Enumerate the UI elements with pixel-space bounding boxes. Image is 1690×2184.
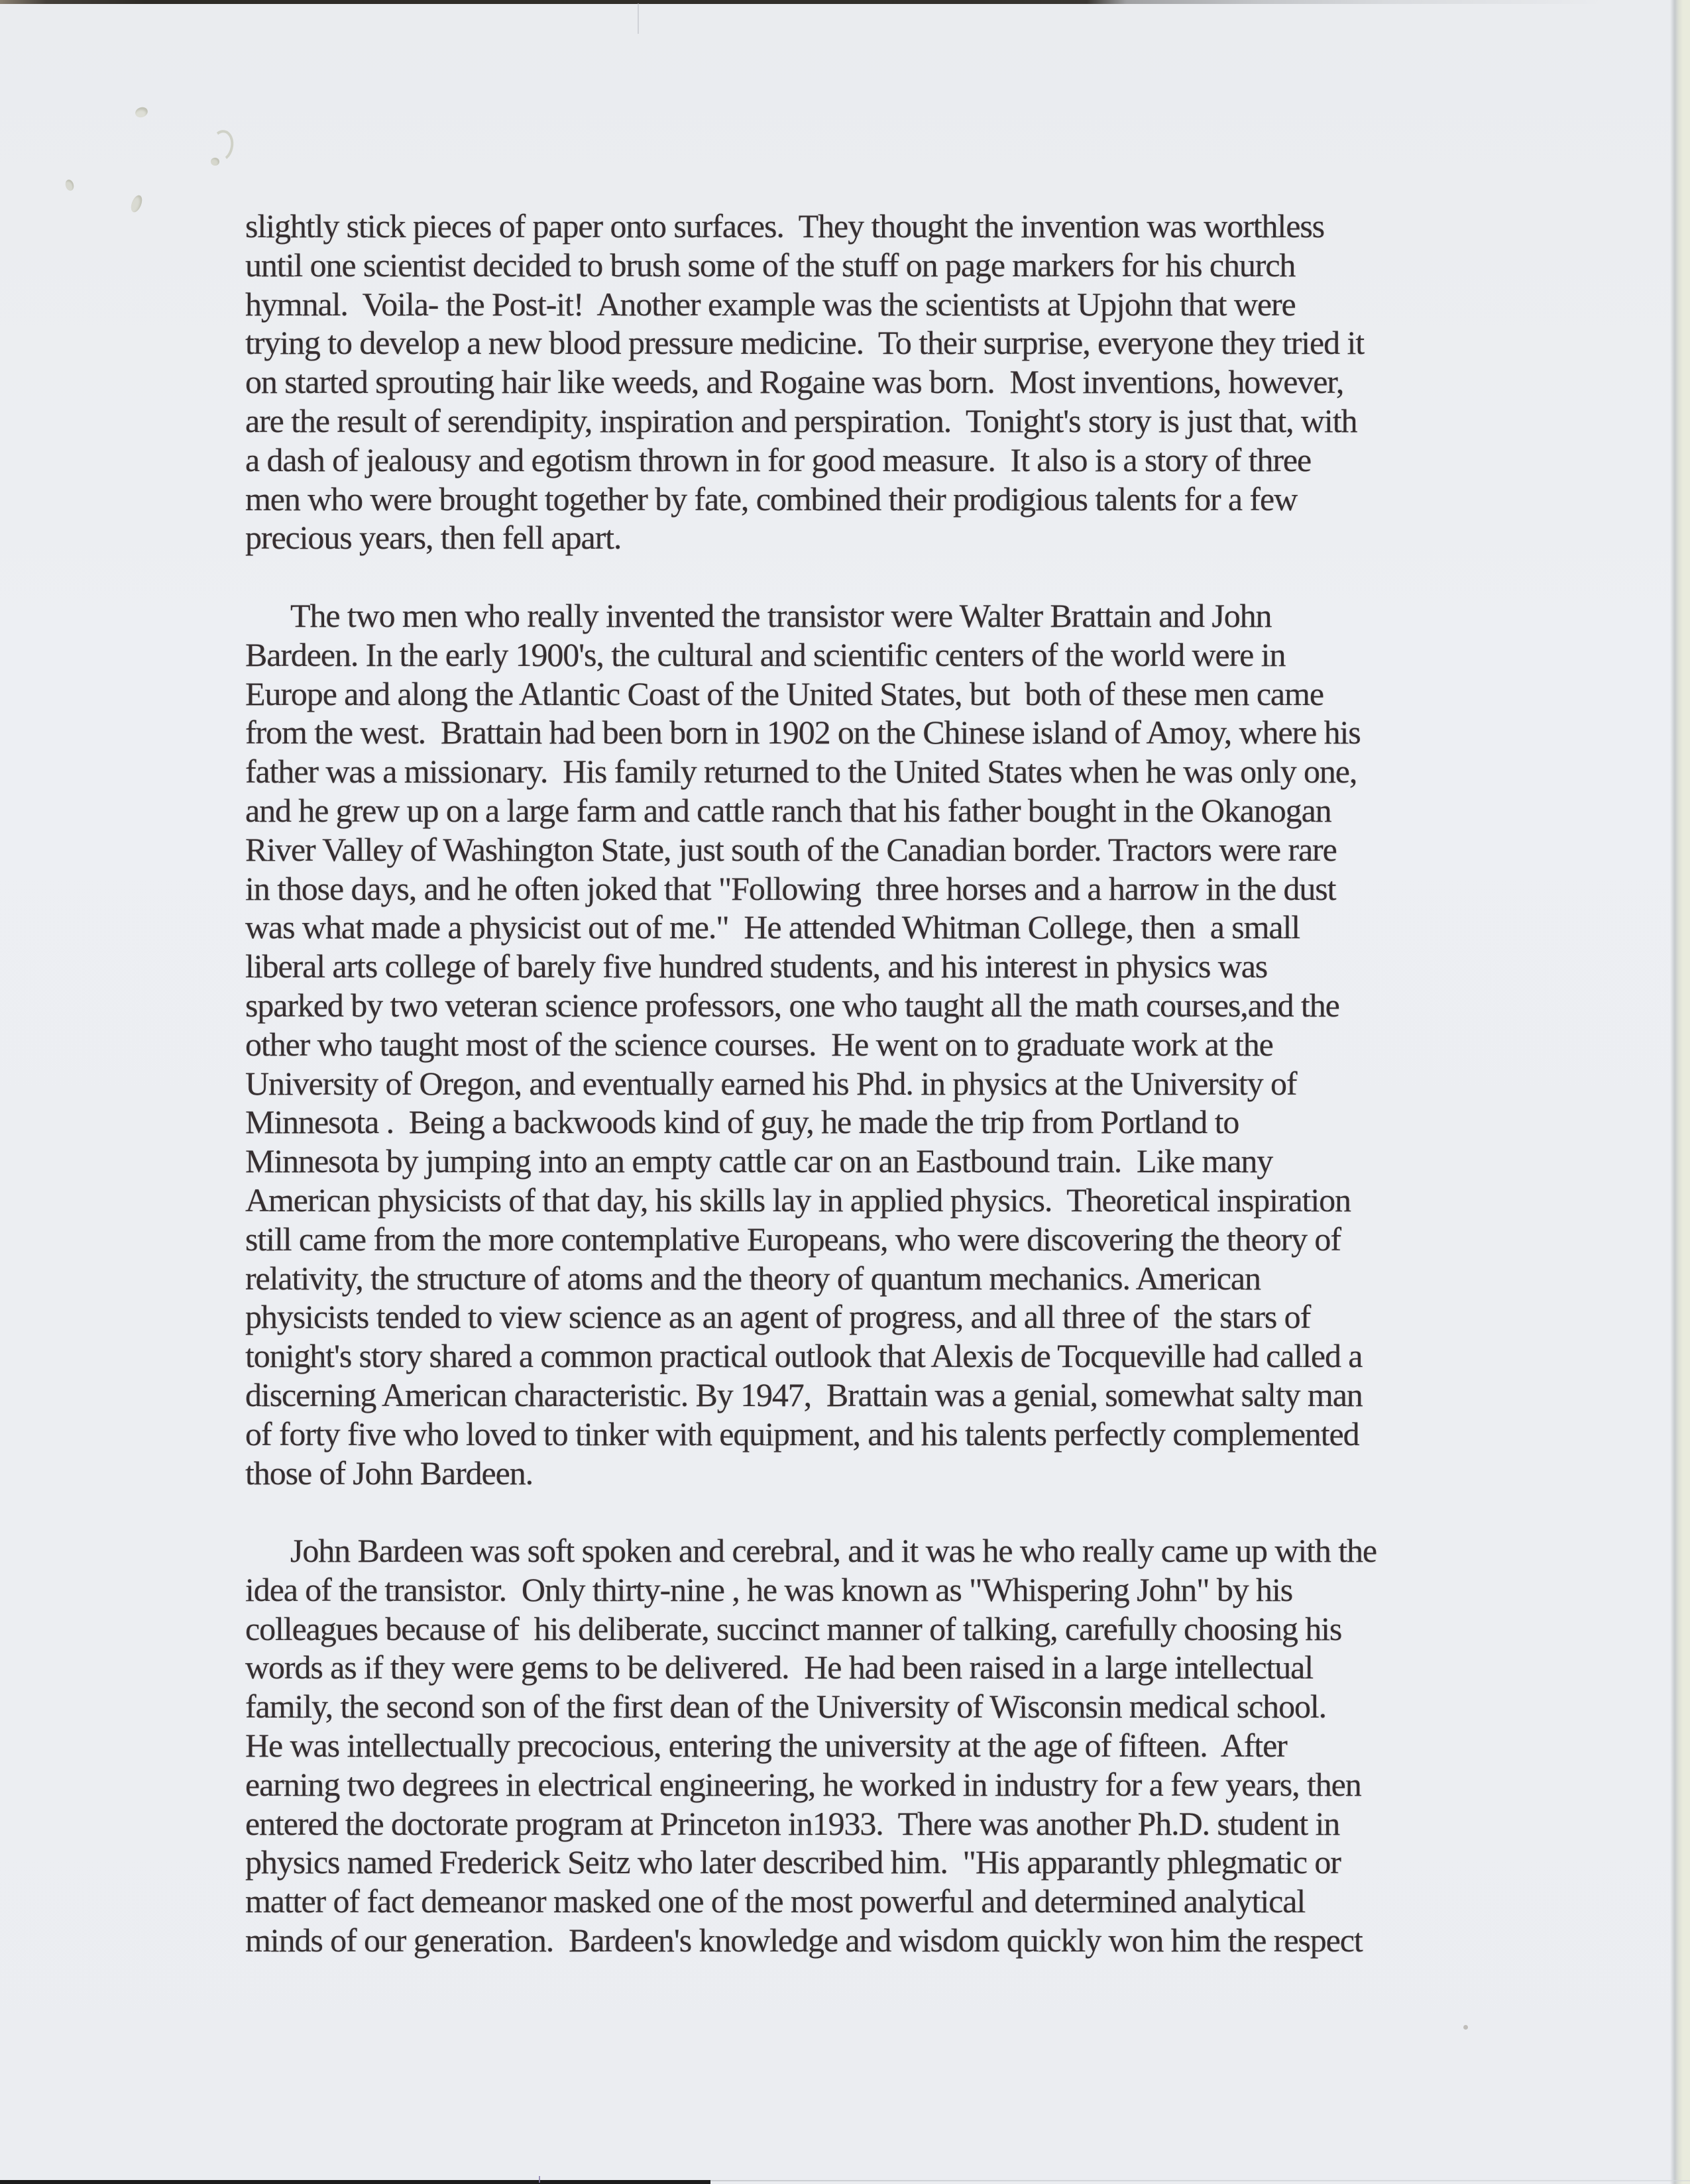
paper-blemish	[1463, 2025, 1468, 2030]
text-line: sparked by two veteran science professors, one who taught all the math courses,and the	[245, 986, 1339, 1024]
text-line: father was a missionary. His family returned to the United States when he was only one,	[245, 753, 1357, 791]
paragraph	[245, 596, 1438, 1492]
paper-blemish	[64, 179, 75, 192]
text-line: Minnesota . Being a backwoods kind of guy, he made the trip from Portland to	[245, 1103, 1239, 1141]
text-line: The two men who really invented the transistor were Walter Brattain and John	[290, 596, 1272, 634]
scan-edge-top	[0, 0, 1690, 4]
text-line: physicists tended to view science as an agent of progress, and all three of the stars of	[245, 1298, 1311, 1336]
scan-edge-right	[1670, 0, 1690, 2184]
text-line: words as if they were gems to be delivered. He had been raised in a large intellectual	[245, 1649, 1314, 1686]
text-line: family, the second son of the first dean of the University of Wisconsin medical school.	[245, 1688, 1327, 1725]
text-line: physics named Frederick Seitz who later described him. "His apparantly phlegmatic or	[245, 1843, 1341, 1881]
text-line: until one scientist decided to brush some of the stuff on page markers for his church	[245, 246, 1296, 284]
paragraph	[245, 207, 1438, 557]
text-line: River Valley of Washington State, just south of the Canadian border. Tractors were rare	[245, 830, 1337, 868]
paper-blemish	[207, 128, 236, 164]
text-line: trying to develop a new blood pressure medicine. To their surprise, everyone they tried it	[245, 324, 1365, 362]
text-line: tonight's story shared a common practical outlook that Alexis de Tocqueville had called a	[245, 1337, 1363, 1375]
document-text-block	[245, 207, 1438, 1960]
text-line: in those days, and he often joked that "Following three horses and a harrow in the dust	[245, 869, 1336, 907]
text-line: colleagues because of his deliberate, succinct manner of talking, carefully choosing his	[245, 1610, 1342, 1647]
scan-hairline	[638, 3, 639, 34]
text-line: Bardeen. In the early 1900's, the cultural and scientific centers of the world were in	[245, 635, 1286, 673]
text-line: are the result of serendipity, inspiration and perspiration. Tonight's story is just that, with	[245, 402, 1357, 439]
text-line: men who were brought together by fate, combined their prodigious talents for a few	[245, 480, 1298, 518]
text-line: of forty five who loved to tinker with equipment, and his talents perfectly complemented	[245, 1415, 1359, 1452]
text-line: minds of our generation. Bardeen's knowledge and wisdom quickly won him the respect	[245, 1922, 1363, 1959]
text-line: American physicists of that day, his skills lay in applied physics. Theoretical inspiration	[245, 1181, 1351, 1219]
text-line: entered the doctorate program at Princeton in1933. There was another Ph.D. student in	[245, 1804, 1340, 1842]
text-line: precious years, then fell apart.	[245, 519, 622, 557]
scan-edge-bottom-dark	[0, 2180, 710, 2184]
text-line: was what made a physicist out of me." He attended Whitman College, then a small	[245, 908, 1300, 946]
scan-tick-mark	[539, 2176, 540, 2183]
text-line: and he grew up on a large farm and cattle ranch that his father bought in the Okanogan	[245, 791, 1331, 829]
text-line: idea of the transistor. Only thirty-nine , he was known as "Whispering John" by his	[245, 1570, 1293, 1608]
text-line: John Bardeen was soft spoken and cerebral, and it was he who really came up with the	[290, 1532, 1377, 1570]
text-line: discerning American characteristic. By 1947, Brattain was a genial, somewhat salty man	[245, 1376, 1363, 1413]
text-line: slightly stick pieces of paper onto surfaces. They thought the invention was worthless	[245, 207, 1325, 245]
text-line: He was intellectually precocious, entering the university at the age of fifteen. After	[245, 1727, 1287, 1765]
paper-blemish	[211, 158, 219, 166]
text-line: other who taught most of the science courses. He went on to graduate work at the	[245, 1025, 1273, 1063]
text-line: liberal arts college of barely five hundred students, and his interest in physics was	[245, 948, 1268, 985]
text-line: University of Oregon, and eventually earned his Phd. in physics at the University of	[245, 1064, 1297, 1102]
paragraph	[245, 1531, 1438, 1960]
text-line: Minnesota by jumping into an empty cattle car on an Eastbound train. Like many	[245, 1142, 1273, 1180]
text-line: still came from the more contemplative Europeans, who were discovering the theory of	[245, 1220, 1341, 1258]
text-line: those of John Bardeen.	[245, 1454, 534, 1492]
text-line: earning two degrees in electrical engineering, he worked in industry for a few years, then	[245, 1765, 1361, 1803]
paper-blemish	[129, 193, 144, 213]
text-line: a dash of jealousy and egotism thrown in for good measure. It also is a story of three	[245, 441, 1312, 478]
paper-blemish	[134, 105, 149, 119]
text-line: matter of fact demeanor masked one of the most powerful and determined analytical	[245, 1883, 1306, 1920]
text-line: from the west. Brattain had been born in 1902 on the Chinese island of Amoy, where his	[245, 714, 1361, 751]
text-line: Europe and along the Atlantic Coast of the United States, but both of these men came	[245, 675, 1324, 712]
text-line: on started sprouting hair like weeds, and Rogaine was born. Most inventions, however,	[245, 363, 1344, 401]
text-line: relativity, the structure of atoms and the theory of quantum mechanics. American	[245, 1259, 1261, 1297]
text-line: hymnal. Voila- the Post-it! Another example was the scientists at Upjohn that were	[245, 285, 1296, 323]
